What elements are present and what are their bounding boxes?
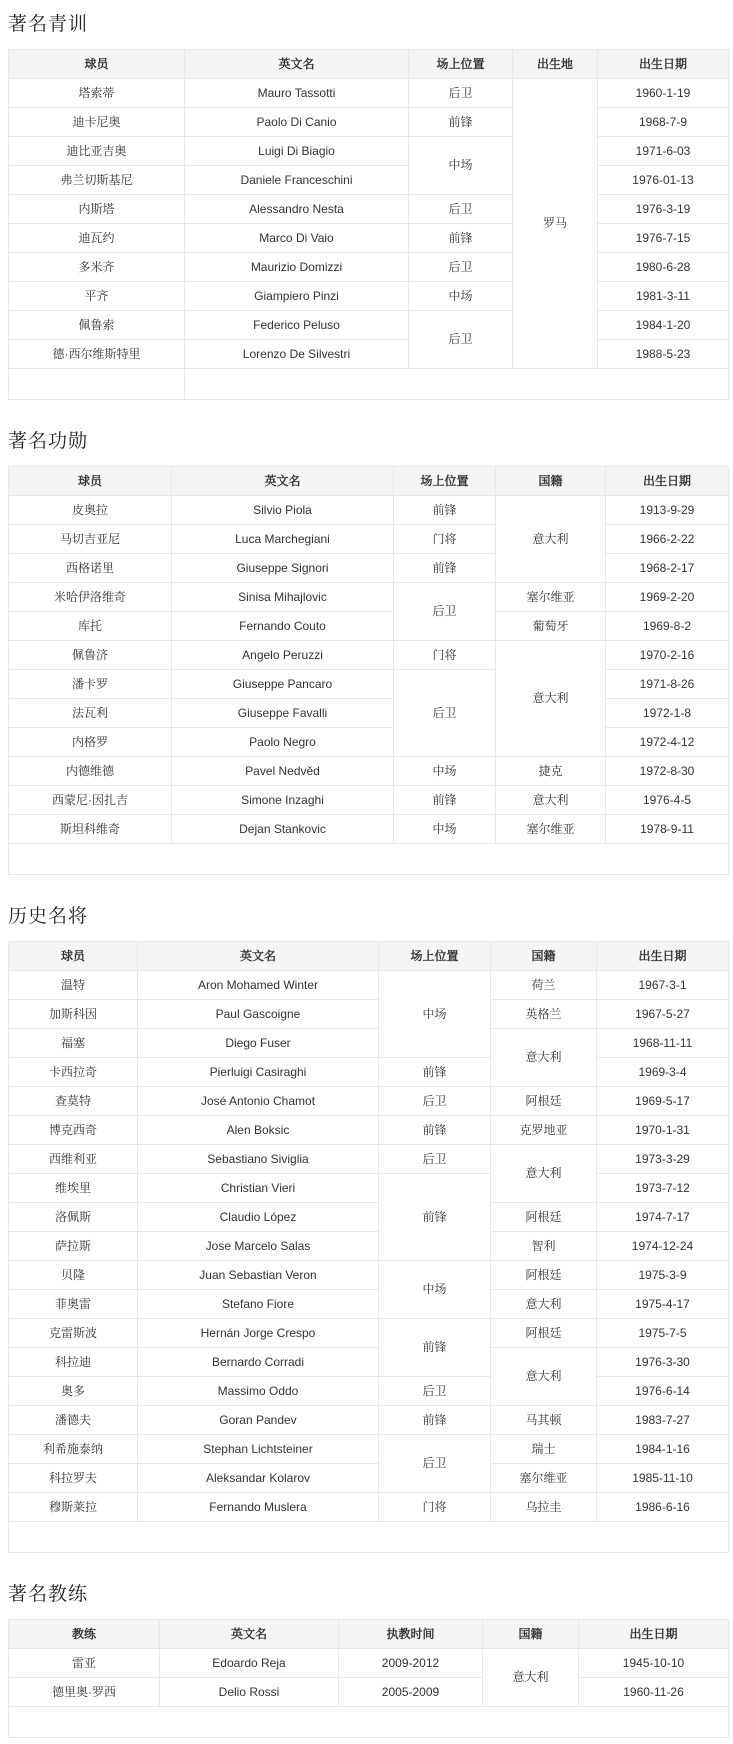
column-header: 国籍	[491, 942, 597, 971]
table-cell: 意大利	[491, 1348, 597, 1406]
table-cell: 门将	[394, 641, 496, 670]
column-header: 教练	[9, 1620, 160, 1649]
table-cell: 中场	[394, 815, 496, 844]
table-cell: 1976-7-15	[598, 224, 729, 253]
article-body	[0, 9, 733, 1744]
section-title: 历史名将	[8, 906, 89, 927]
table-cell: 1968-7-9	[598, 108, 729, 137]
column-header: 国籍	[496, 467, 606, 496]
table-cell: 1974-12-24	[597, 1232, 729, 1261]
table-row	[9, 1319, 729, 1348]
table-row	[9, 166, 729, 195]
table-cell: 中场	[409, 282, 513, 311]
column-header: 出生地	[513, 50, 598, 79]
table-row	[9, 699, 729, 728]
table-cell: Juan Sebastian Veron	[138, 1261, 379, 1290]
table-cell: 后卫	[409, 79, 513, 108]
table-cell: Alen Boksic	[138, 1116, 379, 1145]
table-row	[9, 108, 729, 137]
table-cell: Giuseppe Favalli	[172, 699, 394, 728]
table-cell: 中场	[379, 1261, 491, 1319]
table-row	[9, 1464, 729, 1493]
table-cell: 意大利	[483, 1649, 579, 1707]
table-cell: 内斯塔	[9, 195, 185, 224]
table-row	[9, 1145, 729, 1174]
table-row	[9, 1116, 729, 1145]
table-cell: Giuseppe Pancaro	[172, 670, 394, 699]
table-cell: 阿根廷	[491, 1261, 597, 1290]
table-cell: 1969-8-2	[606, 612, 729, 641]
table-cell: 利希施泰纳	[9, 1435, 138, 1464]
table-cell: 马切吉亚尼	[9, 525, 172, 554]
table-cell: 温特	[9, 971, 138, 1000]
table-cell: José Antonio Chamot	[138, 1087, 379, 1116]
table-cell: 1976-3-30	[597, 1348, 729, 1377]
table-cell: 1969-5-17	[597, 1087, 729, 1116]
header-row	[9, 942, 729, 971]
table-cell: 1978-9-11	[606, 815, 729, 844]
table-cell: 前锋	[379, 1116, 491, 1145]
table-cell: Goran Pandev	[138, 1406, 379, 1435]
table-row	[9, 971, 729, 1000]
table-cell: 1975-3-9	[597, 1261, 729, 1290]
table-cell: 1985-11-10	[597, 1464, 729, 1493]
table-cell: 雷亚	[9, 1649, 160, 1678]
table-cell: 法瓦利	[9, 699, 172, 728]
table-cell: 内德维德	[9, 757, 172, 786]
table-cell: 1970-1-31	[597, 1116, 729, 1145]
table-cell: 博克西奇	[9, 1116, 138, 1145]
table-cell: 前锋	[409, 224, 513, 253]
table-cell: Giuseppe Signori	[172, 554, 394, 583]
table-cell: Federico Peluso	[185, 311, 409, 340]
table-cell	[9, 844, 729, 875]
table-cell: 奥多	[9, 1377, 138, 1406]
table-cell: Hernán Jorge Crespo	[138, 1319, 379, 1348]
table-row	[9, 786, 729, 815]
table-cell: 1967-3-1	[597, 971, 729, 1000]
column-header: 场上位置	[379, 942, 491, 971]
table-cell: 1969-3-4	[597, 1058, 729, 1087]
table-cell: 维埃里	[9, 1174, 138, 1203]
table-cell: 1974-7-17	[597, 1203, 729, 1232]
table-cell: 迪卡尼奥	[9, 108, 185, 137]
table-row	[9, 1707, 729, 1738]
table-cell: 后卫	[379, 1145, 491, 1174]
table-cell: 迪瓦约	[9, 224, 185, 253]
table-cell: 英格兰	[491, 1000, 597, 1029]
table-row	[9, 311, 729, 340]
column-header: 出生日期	[579, 1620, 729, 1649]
table-cell: 1970-2-16	[606, 641, 729, 670]
table-cell: Luca Marchegiani	[172, 525, 394, 554]
table-row	[9, 525, 729, 554]
table-cell: Luigi Di Biagio	[185, 137, 409, 166]
table-cell: 1972-1-8	[606, 699, 729, 728]
table-cell: 阿根廷	[491, 1203, 597, 1232]
table-cell: Aleksandar Kolarov	[138, 1464, 379, 1493]
table-cell: 前锋	[409, 108, 513, 137]
table-cell: 阿根廷	[491, 1319, 597, 1348]
table-cell: 1976-6-14	[597, 1377, 729, 1406]
table-cell: 前锋	[394, 496, 496, 525]
veteran-players-table	[8, 466, 729, 875]
table-cell: Fernando Muslera	[138, 1493, 379, 1522]
table-row	[9, 137, 729, 166]
table-row	[9, 195, 729, 224]
table-cell: Stephan Lichtsteiner	[138, 1435, 379, 1464]
table-cell: 1945-10-10	[579, 1649, 729, 1678]
table-row	[9, 1435, 729, 1464]
column-header: 出生日期	[597, 942, 729, 971]
table-cell: 2009-2012	[339, 1649, 483, 1678]
table-row	[9, 1000, 729, 1029]
table-row	[9, 1522, 729, 1553]
table-cell: Claudio López	[138, 1203, 379, 1232]
table-cell: 1960-1-19	[598, 79, 729, 108]
table-cell: Simone Inzaghi	[172, 786, 394, 815]
table-row	[9, 1261, 729, 1290]
table-cell: 塔索蒂	[9, 79, 185, 108]
table-row	[9, 1348, 729, 1377]
column-header: 球员	[9, 467, 172, 496]
coaches-table	[8, 1619, 729, 1738]
table-cell: 塞尔维亚	[496, 583, 606, 612]
table-row	[9, 815, 729, 844]
table-cell: 后卫	[379, 1377, 491, 1406]
table-cell: 科拉罗夫	[9, 1464, 138, 1493]
table-cell: 斯坦科维奇	[9, 815, 172, 844]
table-row	[9, 1406, 729, 1435]
table-cell: Pierluigi Casiraghi	[138, 1058, 379, 1087]
column-header: 球员	[9, 942, 138, 971]
table-cell: Maurizio Domizzi	[185, 253, 409, 282]
section-historic-stars	[8, 901, 728, 1553]
table-cell: 中场	[409, 137, 513, 195]
column-header: 场上位置	[409, 50, 513, 79]
table-cell: 佩鲁索	[9, 311, 185, 340]
table-row	[9, 612, 729, 641]
table-cell: 潘卡罗	[9, 670, 172, 699]
table-cell: 后卫	[394, 670, 496, 757]
table-cell: 意大利	[491, 1290, 597, 1319]
table-cell: 加斯科因	[9, 1000, 138, 1029]
table-row	[9, 79, 729, 108]
table-cell: 瑞士	[491, 1435, 597, 1464]
table-cell: 智利	[491, 1232, 597, 1261]
table-cell: 穆斯莱拉	[9, 1493, 138, 1522]
table-row	[9, 253, 729, 282]
table-row	[9, 1290, 729, 1319]
table-cell: 1976-01-13	[598, 166, 729, 195]
table-cell: 中场	[394, 757, 496, 786]
table-cell: Bernardo Corradi	[138, 1348, 379, 1377]
table-cell: Pavel Nedvěd	[172, 757, 394, 786]
table-cell: 德·西尔维斯特里	[9, 340, 185, 369]
table-cell: 1960-11-26	[579, 1678, 729, 1707]
table-cell: 1913-9-29	[606, 496, 729, 525]
table-row	[9, 282, 729, 311]
table-cell: 1980-6-28	[598, 253, 729, 282]
table-row	[9, 369, 729, 400]
historic-players-table	[8, 941, 729, 1553]
table-cell: Jose Marcelo Salas	[138, 1232, 379, 1261]
table-cell: 意大利	[491, 1029, 597, 1087]
table-cell: 1975-7-5	[597, 1319, 729, 1348]
table-cell: 捷克	[496, 757, 606, 786]
table-cell: 阿根廷	[491, 1087, 597, 1116]
table-cell: 罗马	[513, 79, 598, 369]
table-row	[9, 340, 729, 369]
table-cell: 菲奥雷	[9, 1290, 138, 1319]
table-row	[9, 1087, 729, 1116]
table-cell: 库托	[9, 612, 172, 641]
table-cell: 潘德夫	[9, 1406, 138, 1435]
youth-players-table	[8, 49, 729, 400]
table-cell: 乌拉圭	[491, 1493, 597, 1522]
table-cell: 前锋	[379, 1406, 491, 1435]
table-cell: Paolo Di Canio	[185, 108, 409, 137]
table-cell: 克雷斯波	[9, 1319, 138, 1348]
table-cell: 后卫	[394, 583, 496, 641]
table-row	[9, 554, 729, 583]
column-header: 英文名	[160, 1620, 339, 1649]
table-cell: 多米齐	[9, 253, 185, 282]
table-cell: 中场	[379, 971, 491, 1058]
table-row	[9, 496, 729, 525]
table-row	[9, 1232, 729, 1261]
table-cell: Paolo Negro	[172, 728, 394, 757]
table-cell: 前锋	[394, 786, 496, 815]
column-header: 出生日期	[606, 467, 729, 496]
table-cell: 葡萄牙	[496, 612, 606, 641]
column-header: 执教时间	[339, 1620, 483, 1649]
table-cell: 1988-5-23	[598, 340, 729, 369]
table-cell: Silvio Piola	[172, 496, 394, 525]
table-cell: 荷兰	[491, 971, 597, 1000]
table-row	[9, 1203, 729, 1232]
table-cell: Sinisa Mihajlovic	[172, 583, 394, 612]
column-header: 英文名	[185, 50, 409, 79]
table-cell: 西格诺里	[9, 554, 172, 583]
section-title: 著名功勋	[8, 431, 89, 452]
table-row	[9, 224, 729, 253]
table-row	[9, 583, 729, 612]
table-cell: 后卫	[379, 1087, 491, 1116]
table-cell	[9, 369, 185, 400]
table-row	[9, 1029, 729, 1058]
table-cell: 西蒙尼·因扎吉	[9, 786, 172, 815]
table-cell: 门将	[379, 1493, 491, 1522]
table-cell: 1976-3-19	[598, 195, 729, 224]
table-cell: 后卫	[379, 1435, 491, 1493]
table-cell	[9, 1522, 729, 1553]
table-cell: 意大利	[496, 786, 606, 815]
table-cell: 前锋	[379, 1319, 491, 1377]
table-cell: 内格罗	[9, 728, 172, 757]
table-cell: 1986-6-16	[597, 1493, 729, 1522]
table-cell: 马其顿	[491, 1406, 597, 1435]
table-cell: 1972-4-12	[606, 728, 729, 757]
table-cell	[9, 1707, 729, 1738]
table-cell: Alessandro Nesta	[185, 195, 409, 224]
table-row	[9, 1174, 729, 1203]
table-row	[9, 641, 729, 670]
table-cell: 卡西拉奇	[9, 1058, 138, 1087]
table-row	[9, 1377, 729, 1406]
table-cell: 塞尔维亚	[491, 1464, 597, 1493]
table-cell: Christian Vieri	[138, 1174, 379, 1203]
table-row	[9, 728, 729, 757]
table-cell: 前锋	[394, 554, 496, 583]
table-cell: Stefano Fiore	[138, 1290, 379, 1319]
column-header: 英文名	[138, 942, 379, 971]
table-row	[9, 1493, 729, 1522]
table-cell: Fernando Couto	[172, 612, 394, 641]
table-cell: 米哈伊洛维奇	[9, 583, 172, 612]
table-cell: 福塞	[9, 1029, 138, 1058]
table-row	[9, 1058, 729, 1087]
table-cell: 洛佩斯	[9, 1203, 138, 1232]
table-row	[9, 1649, 729, 1678]
table-cell: Massimo Oddo	[138, 1377, 379, 1406]
table-row	[9, 844, 729, 875]
table-cell: 德里奥·罗西	[9, 1678, 160, 1707]
header-row	[9, 1620, 729, 1649]
table-cell: 后卫	[409, 311, 513, 369]
table-cell: 1971-6-03	[598, 137, 729, 166]
table-row	[9, 670, 729, 699]
table-cell: 前锋	[379, 1058, 491, 1087]
table-cell: Edoardo Reja	[160, 1649, 339, 1678]
table-cell: Marco Di Vaio	[185, 224, 409, 253]
table-cell: 意大利	[491, 1145, 597, 1203]
table-cell: 1973-7-12	[597, 1174, 729, 1203]
section-famous-coaches	[8, 1579, 728, 1738]
table-cell: 1972-8-30	[606, 757, 729, 786]
table-cell: 前锋	[379, 1174, 491, 1261]
section-title: 著名青训	[8, 14, 89, 35]
column-header: 球员	[9, 50, 185, 79]
table-cell: 平齐	[9, 282, 185, 311]
table-cell: 塞尔维亚	[496, 815, 606, 844]
table-cell: Delio Rossi	[160, 1678, 339, 1707]
header-row	[9, 467, 729, 496]
table-cell: Diego Fuser	[138, 1029, 379, 1058]
table-cell: 意大利	[496, 496, 606, 583]
table-cell: 1976-4-5	[606, 786, 729, 815]
table-row	[9, 757, 729, 786]
table-cell: 1983-7-27	[597, 1406, 729, 1435]
table-cell: Daniele Franceschini	[185, 166, 409, 195]
table-cell: 1966-2-22	[606, 525, 729, 554]
header-row	[9, 50, 729, 79]
table-cell: 1975-4-17	[597, 1290, 729, 1319]
table-cell: 科拉迪	[9, 1348, 138, 1377]
table-cell: 西维利亚	[9, 1145, 138, 1174]
column-header: 英文名	[172, 467, 394, 496]
table-cell: 1984-1-20	[598, 311, 729, 340]
section-famous-veterans	[8, 426, 728, 875]
table-cell: 佩鲁济	[9, 641, 172, 670]
table-cell: 2005-2009	[339, 1678, 483, 1707]
table-cell: 1984-1-16	[597, 1435, 729, 1464]
table-cell: Mauro Tassotti	[185, 79, 409, 108]
table-cell: 后卫	[409, 253, 513, 282]
table-cell: 1969-2-20	[606, 583, 729, 612]
table-cell: 1968-2-17	[606, 554, 729, 583]
table-cell: 迪比亚吉奥	[9, 137, 185, 166]
column-header: 出生日期	[598, 50, 729, 79]
table-cell: Sebastiano Siviglia	[138, 1145, 379, 1174]
column-header: 场上位置	[394, 467, 496, 496]
table-cell	[185, 369, 729, 400]
section-famous-youth	[8, 9, 728, 400]
table-cell: 1971-8-26	[606, 670, 729, 699]
table-cell: Dejan Stankovic	[172, 815, 394, 844]
table-cell: 皮奥拉	[9, 496, 172, 525]
table-cell: 后卫	[409, 195, 513, 224]
table-cell: Lorenzo De Silvestri	[185, 340, 409, 369]
table-cell: Angelo Peruzzi	[172, 641, 394, 670]
table-cell: Giampiero Pinzi	[185, 282, 409, 311]
table-cell: 萨拉斯	[9, 1232, 138, 1261]
table-cell: 1973-3-29	[597, 1145, 729, 1174]
section-title: 著名教练	[8, 1584, 89, 1605]
table-cell: 查莫特	[9, 1087, 138, 1116]
table-cell: 意大利	[496, 641, 606, 757]
table-cell: 门将	[394, 525, 496, 554]
table-cell: 1968-11-11	[597, 1029, 729, 1058]
table-cell: Aron Mohamed Winter	[138, 971, 379, 1000]
table-cell: 弗兰切斯基尼	[9, 166, 185, 195]
table-cell: 1967-5-27	[597, 1000, 729, 1029]
column-header: 国籍	[483, 1620, 579, 1649]
table-cell: 贝隆	[9, 1261, 138, 1290]
table-cell: 1981-3-11	[598, 282, 729, 311]
table-cell: 克罗地亚	[491, 1116, 597, 1145]
table-row	[9, 1678, 729, 1707]
table-cell: Paul Gascoigne	[138, 1000, 379, 1029]
